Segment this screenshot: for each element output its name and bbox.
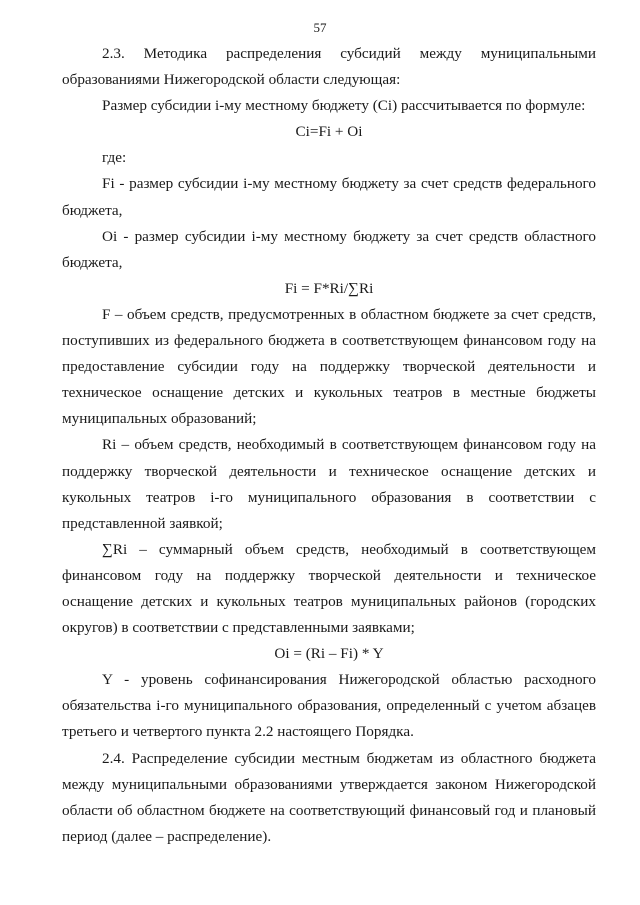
paragraph-2-4: 2.4. Распределение субсидии местным бюджетам из областного бюджета между муниципальными образованиями утверждается законом Нижегородской области об областном бюджете на соответствующий финансовый год и плановый период (далее – распределение). (62, 749, 596, 845)
definition-y: Y - уровень софинансирования Нижегородской областью расходного обязательства i-го муниципального образования, определенный с учетом абзацев третьего и четвертого пункта 2.2 настоящего Порядка. (62, 671, 596, 741)
document-body (62, 41, 596, 850)
formula-ci: Ci=Fi + Oi (295, 123, 363, 141)
formula-fi: Fi = F*Ri/∑Ri (284, 279, 374, 297)
definition-oi: Oi - размер субсидии i-му местному бюджету за счет средств областного бюджета, (62, 227, 596, 271)
formula-oi: Oi = (Ri – Fi) * Y (274, 645, 384, 663)
definition-f: F – объем средств, предусмотренных в областном бюджете за счет средств, поступивших из федерального бюджета в соответствующем финансовом году на предоставление субсидии году на поддержку творческой деятельности и техническое оснащение детских и кукольных театров в местные бюджеты муниципальных образований; (62, 305, 596, 428)
definition-fi: Fi - размер субсидии i-му местному бюджету за счет средств федерального бюджета, (62, 175, 596, 219)
formula-intro: Размер субсидии i-му местному бюджету (Ci) рассчитывается по формуле: (102, 97, 586, 115)
where-label: где: (102, 149, 127, 167)
definition-sum-ri: ∑Ri – суммарный объем средств, необходимый в соответствующем финансовом году на поддержку творческой деятельности и техническое оснащение детских и кукольных театров муниципальных районов (городских округов) в соответствии с представленными заявками; (62, 540, 596, 637)
definition-ri: Ri – объем средств, необходимый в соответствующем финансовом году на поддержку творческой деятельности и техническое оснащение детских и кукольных театров i-го муниципального образования в соответствии с представленной заявкой; (62, 436, 596, 532)
page-number: 57 (313, 20, 327, 35)
paragraph-2-3: 2.3. Методика распределения субсидий между муниципальными образованиями Нижегородской области следующая: (62, 45, 596, 89)
